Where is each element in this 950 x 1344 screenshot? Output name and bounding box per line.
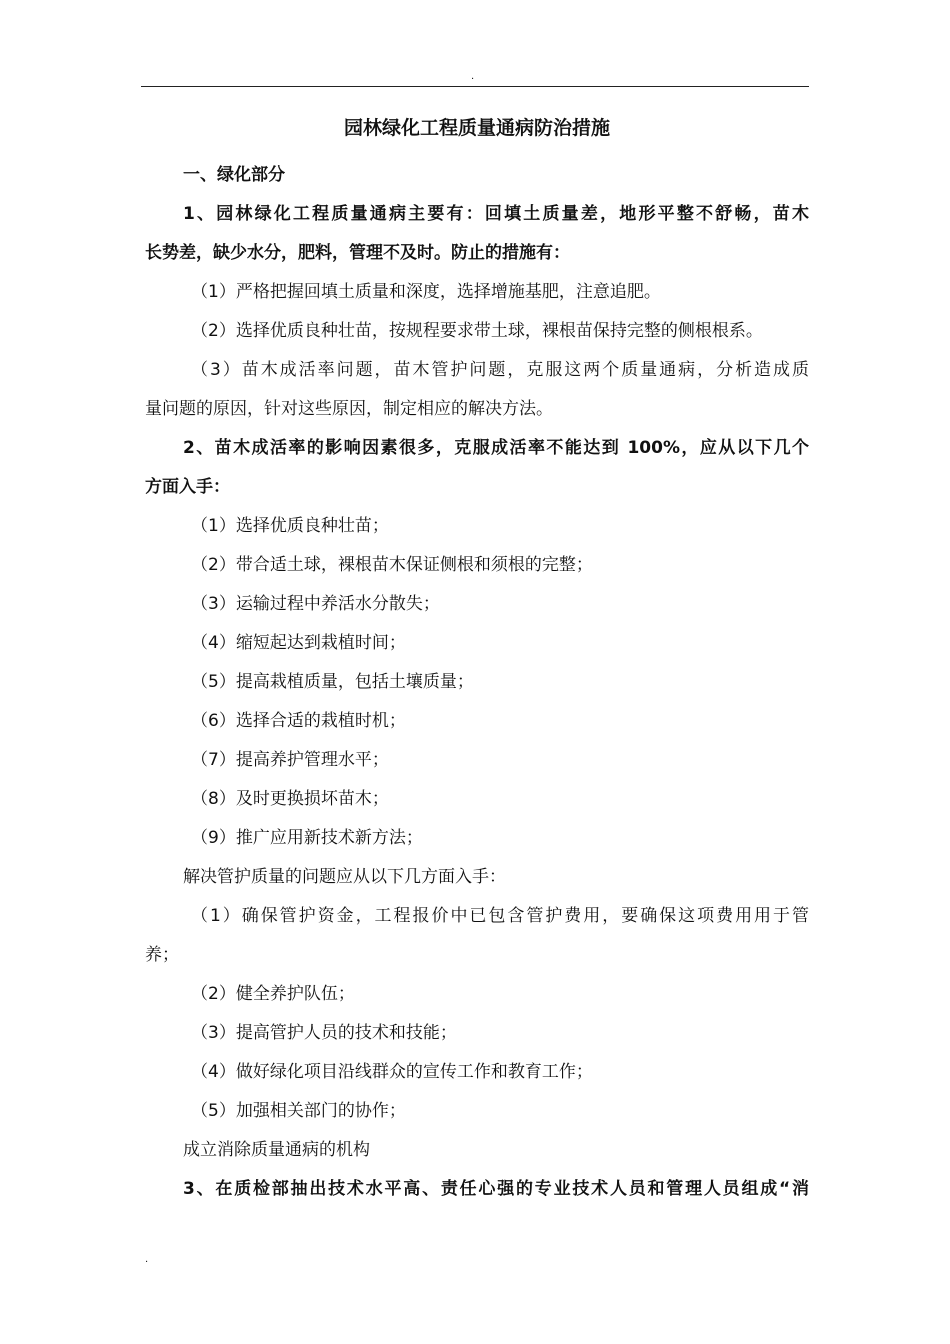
paragraph-line: 方面入手：: [145, 477, 230, 497]
list-item: （9）推广应用新技术新方法；: [191, 828, 423, 848]
footer-dot: .: [145, 1254, 149, 1265]
document-body: [145, 100, 809, 1209]
paragraph-line: 养；: [145, 945, 179, 965]
list-item: （3）苗木成活率问题，苗木管护问题，克服这两个质量通病，分析造成质: [191, 360, 809, 380]
list-item: （2）选择优质良种壮苗，按规程要求带土球，裸根苗保持完整的侧根根系。: [191, 321, 763, 341]
list-item: （4）缩短起达到栽植时间；: [191, 633, 406, 653]
list-item: （2）健全养护队伍；: [191, 984, 355, 1004]
list-item: （5）提高栽植质量，包括土壤质量；: [191, 672, 474, 692]
paragraph-line: 1、园林绿化工程质量通病主要有：回填土质量差，地形平整不舒畅，苗木: [183, 204, 809, 224]
list-item: （7）提高养护管理水平；: [191, 750, 389, 770]
list-item: （1）确保管护资金，工程报价中已包含管护费用，要确保这项费用用于管: [191, 906, 809, 926]
list-item: （6）选择合适的栽植时机；: [191, 711, 406, 731]
header-dot: .: [471, 71, 475, 82]
list-item: （5）加强相关部门的协作；: [191, 1101, 406, 1121]
document-title: 园林绿化工程质量通病防治措施: [343, 117, 610, 139]
list-item: （1）选择优质良种壮苗；: [191, 516, 389, 536]
paragraph-line: 量问题的原因，针对这些原因，制定相应的解决方法。: [145, 399, 553, 419]
list-item: （4）做好绿化项目沿线群众的宣传工作和教育工作；: [191, 1062, 593, 1082]
section-heading: 一、绿化部分: [183, 165, 285, 185]
paragraph-line: 3、在质检部抽出技术水平高、责任心强的专业技术人员和管理人员组成“消: [183, 1179, 809, 1199]
list-item: （8）及时更换损坏苗木；: [191, 789, 389, 809]
list-item: （1）严格把握回填土质量和深度，选择增施基肥，注意追肥。: [191, 282, 661, 302]
list-item: （3）运输过程中养活水分散失；: [191, 594, 440, 614]
paragraph-line: 解决管护质量的问题应从以下几方面入手：: [183, 867, 506, 887]
list-item: （3）提高管护人员的技术和技能；: [191, 1023, 457, 1043]
header-rule: [141, 86, 809, 87]
paragraph-line: 2、苗木成活率的影响因素很多，克服成活率不能达到 100%，应从以下几个: [183, 438, 809, 458]
paragraph-line: 长势差，缺少水分，肥料，管理不及时。防止的措施有：: [145, 243, 570, 263]
list-item: （2）带合适土球，裸根苗木保证侧根和须根的完整；: [191, 555, 593, 575]
paragraph-line: 成立消除质量通病的机构: [183, 1140, 370, 1160]
